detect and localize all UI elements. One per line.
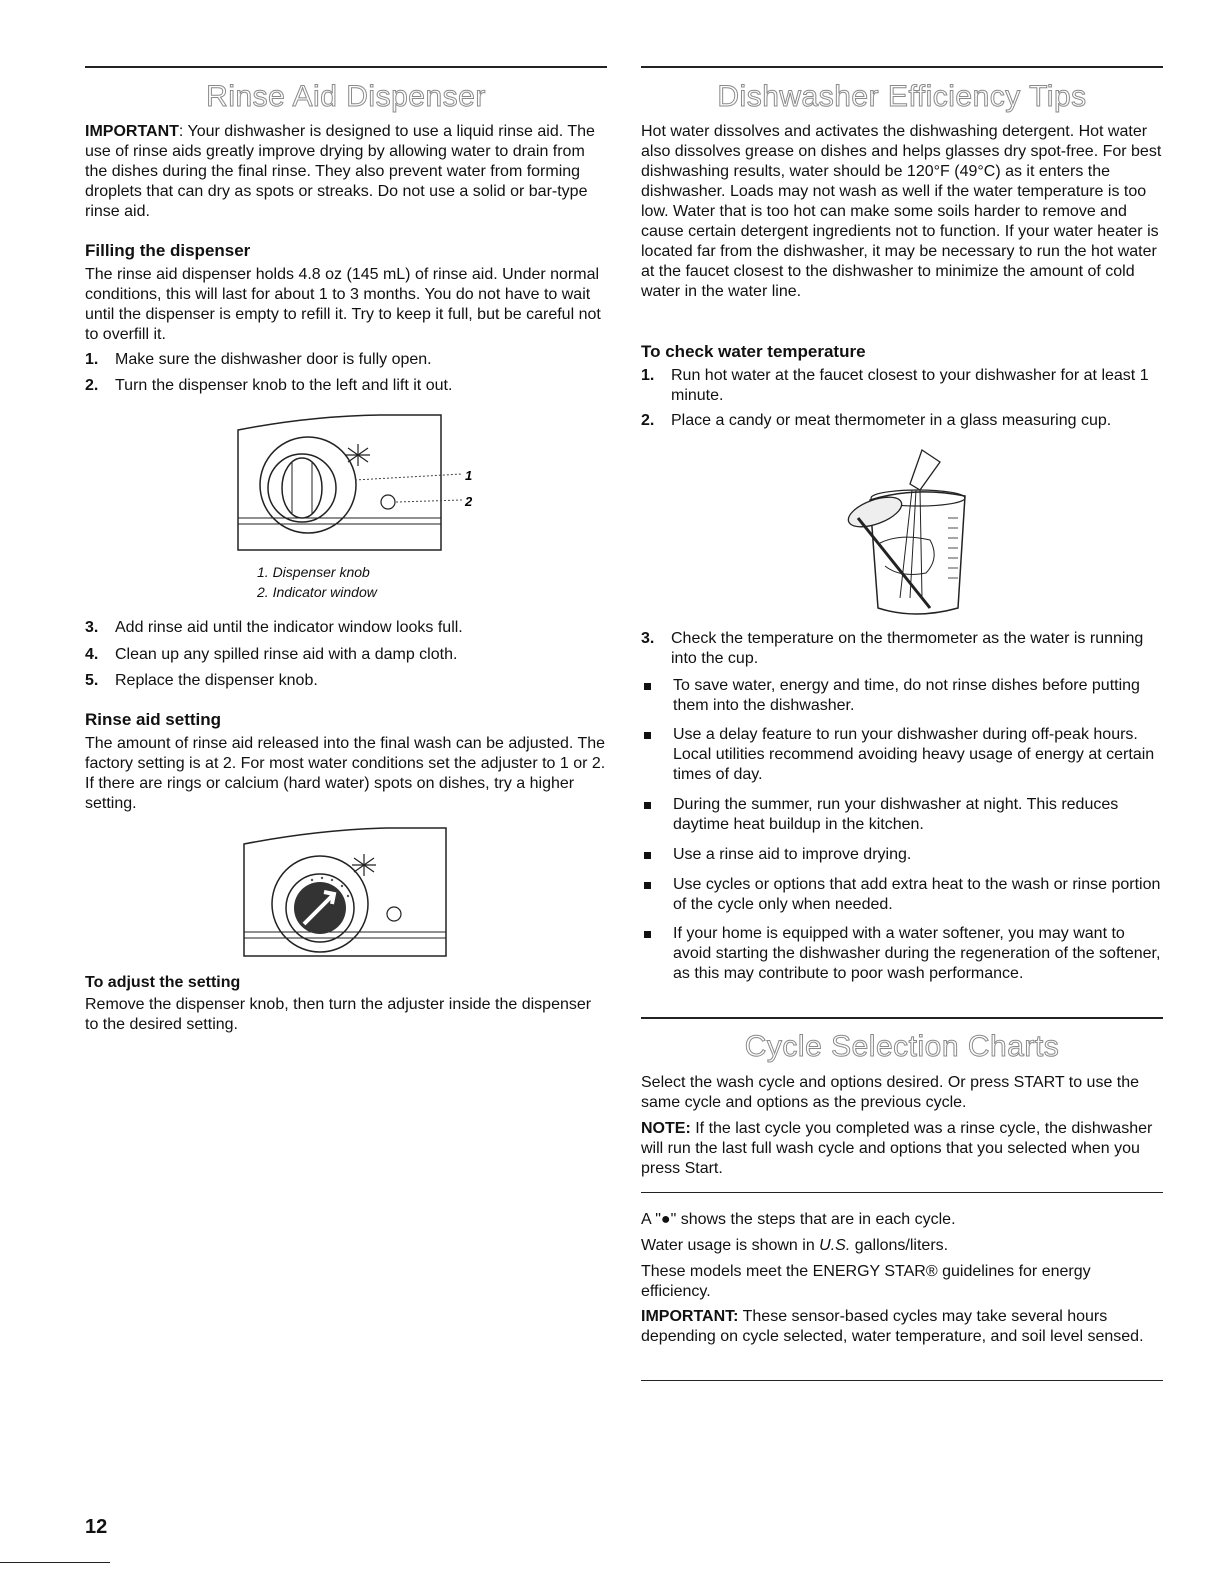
water-usage-text [641,1236,1163,1256]
step-2-left [85,376,607,396]
caption-indicator-window: 2. Indicator window [257,584,377,600]
dot-legend-text: A "●" shows the steps that are in each cycle. [641,1211,956,1228]
setting-text: The amount of rinse aid released into the final wash can be adjusted. The factory setting is at 2. For most water conditions set the adjuster to 1 or 2. If there are rings or calcium (hard water) spots on dishes, try a higher setting. [85,735,606,812]
step-3-right [641,629,1163,669]
important-text: These sensor-based cycles may take several hours depending on cycle selected, water temperature, and soil level sensed. [641,1308,1144,1345]
step-number: 3. [85,619,99,636]
step-text: Run hot water at the faucet closest to your dishwasher for at least 1 minute. [671,367,1149,404]
step-text: Check the temperature on the thermometer as the water is running into the cup. [671,630,1144,667]
water-usage-part: gallons/liters. [850,1237,949,1254]
dispenser-knob-figure [230,410,490,555]
heading-check-water-temperature: To check water temperature [641,342,866,361]
note-text: If the last cycle you completed was a rinse cycle, the dishwasher will run the last full wash cycle and options that you selected when you press Start. [641,1120,1153,1177]
rule-info [641,1192,1163,1193]
step-number: 1. [641,367,655,384]
tip-bullet [641,845,1163,865]
footer-rule [0,1562,110,1563]
page-number: 12 [85,1516,108,1538]
bullet-square-icon [644,683,651,690]
section-title-efficiency-tips: Dishwasher Efficiency Tips [717,80,1087,113]
step-1-left [85,350,607,370]
tip-text: Use a delay feature to run your dishwasher during off-peak hours. Local utilities recommend avoiding heavy usage of energy at certain times of day. [673,726,1155,783]
note-paragraph [641,1119,1163,1179]
tip-bullet [641,875,1163,915]
bullet-square-icon [644,732,651,739]
bullet-square-icon [644,802,651,809]
tip-bullet [641,795,1163,835]
step-text: Make sure the dishwasher door is fully open. [115,351,432,368]
heading-filling: Filling the dispenser [85,241,251,260]
section-title-cycle-selection: Cycle Selection Charts [744,1030,1060,1063]
tip-bullet [641,725,1163,785]
tip-bullet [641,676,1163,716]
rule-cycle-selection [641,1017,1163,1019]
tip-text: During the summer, run your dishwasher at night. This reduces daytime heat buildup in the kitchen. [673,796,1119,833]
bullet-square-icon [644,931,651,938]
adjust-text: Remove the dispenser knob, then turn the adjuster inside the dispenser to the desired setting. [85,996,592,1033]
step-text: Place a candy or meat thermometer in a glass measuring cup. [671,412,1112,429]
step-3-left [85,618,607,638]
step-text: Turn the dispenser knob to the left and lift it out. [115,377,453,394]
callout-1: 1 [465,468,473,483]
step-5-left [85,671,607,691]
important-text: : Your dishwasher is designed to use a liquid rinse aid. The use of rinse aids greatly improve drying by allowing water to drain from the dishes during the final rinse. They also prevent water from forming droplets that can dry as spots or streaks. Do not use a solid or bar-type rinse aid. [85,123,595,220]
important-label: IMPORTANT [85,123,179,140]
rinse-aid-adjuster-figure [236,822,458,962]
note-label: NOTE: [641,1120,691,1137]
callout-2: 2 [465,494,473,509]
step-number: 4. [85,646,99,663]
step-number: 5. [85,672,99,689]
step-1-right [641,366,1163,406]
step-text: Clean up any spilled rinse aid with a damp cloth. [115,646,458,663]
tip-text: Use cycles or options that add extra heat to the wash or rinse portion of the cycle only when needed. [673,876,1161,913]
efficiency-intro: Hot water dissolves and activates the dishwashing detergent. Hot water also dissolves grease on dishes and helps glasses dry spot-free. For best dishwashing results, water should be 120°F (49°C) as it enters the dishwasher. Loads may not wash as well if the water temperature is too low. Water that is too hot can make some soils harder to remove and cause certain detergent ingredients not to function. If your water heater is located far from the dishwasher, it may be necessary to run the hot water at the faucet closest to the dishwasher to minimize the amount of cold water in the water line. [641,123,1162,300]
filling-text: The rinse aid dispenser holds 4.8 oz (145 mL) of rinse aid. Under normal conditions, this will last for about 1 to 3 months. You do not have to wait until the dispenser is empty to refill it. Try to keep it full, but be careful not to overfill it. [85,266,601,343]
tip-text: Use a rinse aid to improve drying. [673,846,912,863]
important-sensor-paragraph [641,1307,1163,1347]
tip-bullet [641,924,1163,984]
heading-adjust-setting: To adjust the setting [85,974,241,991]
tip-text: To save water, energy and time, do not rinse dishes before putting them into the dishwasher. [673,677,1140,714]
heading-rinse-aid-setting: Rinse aid setting [85,710,222,729]
bullet-square-icon [644,882,651,889]
step-text: Replace the dispenser knob. [115,672,318,689]
energy-star-text: These models meet the ENERGY STAR® guidelines for energy efficiency. [641,1263,1091,1300]
step-number: 2. [641,412,655,429]
important-label: IMPORTANT: [641,1308,739,1325]
step-4-left [85,645,607,665]
top-rule-right [641,66,1163,68]
important-paragraph [85,122,607,222]
top-rule-left [85,66,607,68]
step-number: 1. [85,351,99,368]
tip-text: If your home is equipped with a water softener, you may want to avoid starting the dishwasher during the regeneration of the softener, as this may contribute to poor wash performance. [673,925,1161,982]
thermometer-cup-figure [840,448,975,618]
caption-dispenser-knob: 1. Dispenser knob [257,564,370,580]
water-usage-units: U.S. [819,1237,851,1254]
water-usage-part: Water usage is shown in [641,1237,820,1254]
step-number: 3. [641,630,655,647]
cycle-intro: Select the wash cycle and options desired. Or press START to use the same cycle and options as the previous cycle. [641,1074,1140,1111]
bullet-square-icon [644,852,651,859]
step-text: Add rinse aid until the indicator window looks full. [115,619,463,636]
section-title-rinse-aid: Rinse Aid Dispenser [206,80,486,113]
step-2-right [641,411,1163,431]
step-number: 2. [85,377,99,394]
rule-bottom-right [641,1380,1163,1381]
